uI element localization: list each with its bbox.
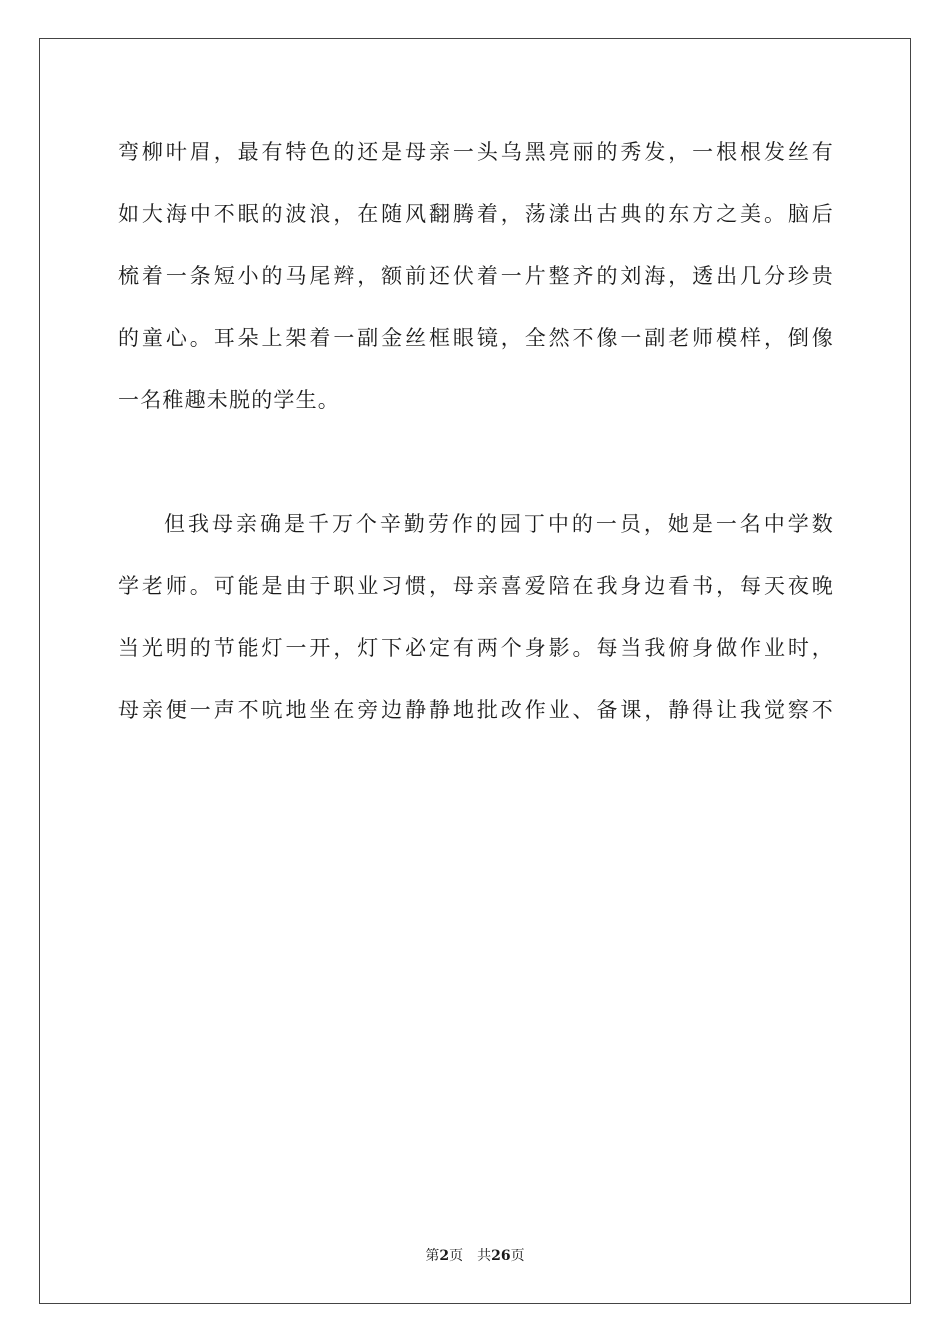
page-footer bbox=[0, 1246, 950, 1266]
text-line: 当光明的节能灯一开，灯下必定有两个身影。每当我俯身做作业时， bbox=[118, 636, 834, 660]
total-pages: 26 bbox=[491, 1248, 511, 1264]
page-suffix: 页 bbox=[449, 1248, 464, 1264]
paragraph-1 bbox=[118, 121, 834, 431]
text-line: 的童心。耳朵上架着一副金丝框眼镜，全然不像一副老师模样，倒像 bbox=[118, 326, 834, 350]
text-line: 学老师。可能是由于职业习惯，母亲喜爱陪在我身边看书，每天夜晚 bbox=[118, 574, 834, 598]
page-number: 2 bbox=[439, 1248, 450, 1264]
text-line: 一名稚趣未脱的学生。 bbox=[118, 388, 340, 412]
text-line: 如大海中不眠的波浪，在随风翻腾着，荡漾出古典的东方之美。脑后 bbox=[118, 202, 834, 226]
text-line: 母亲便一声不吭地坐在旁边静静地批改作业、备课，静得让我觉察不 bbox=[118, 698, 834, 722]
total-prefix: 共 bbox=[477, 1248, 492, 1264]
page-prefix: 第 bbox=[425, 1248, 440, 1264]
text-line: 但我母亲确是千万个辛勤劳作的园丁中的一员，她是一名中学数 bbox=[164, 512, 834, 536]
text-line: 梳着一条短小的马尾辫，额前还伏着一片整齐的刘海，透出几分珍贵 bbox=[118, 264, 834, 288]
total-suffix: 页 bbox=[510, 1248, 525, 1264]
paragraph-2 bbox=[118, 493, 834, 741]
paragraph-spacer bbox=[118, 431, 834, 493]
document-body bbox=[118, 121, 834, 741]
text-line: 弯柳叶眉，最有特色的还是母亲一头乌黑亮丽的秀发，一根根发丝有 bbox=[118, 140, 834, 164]
